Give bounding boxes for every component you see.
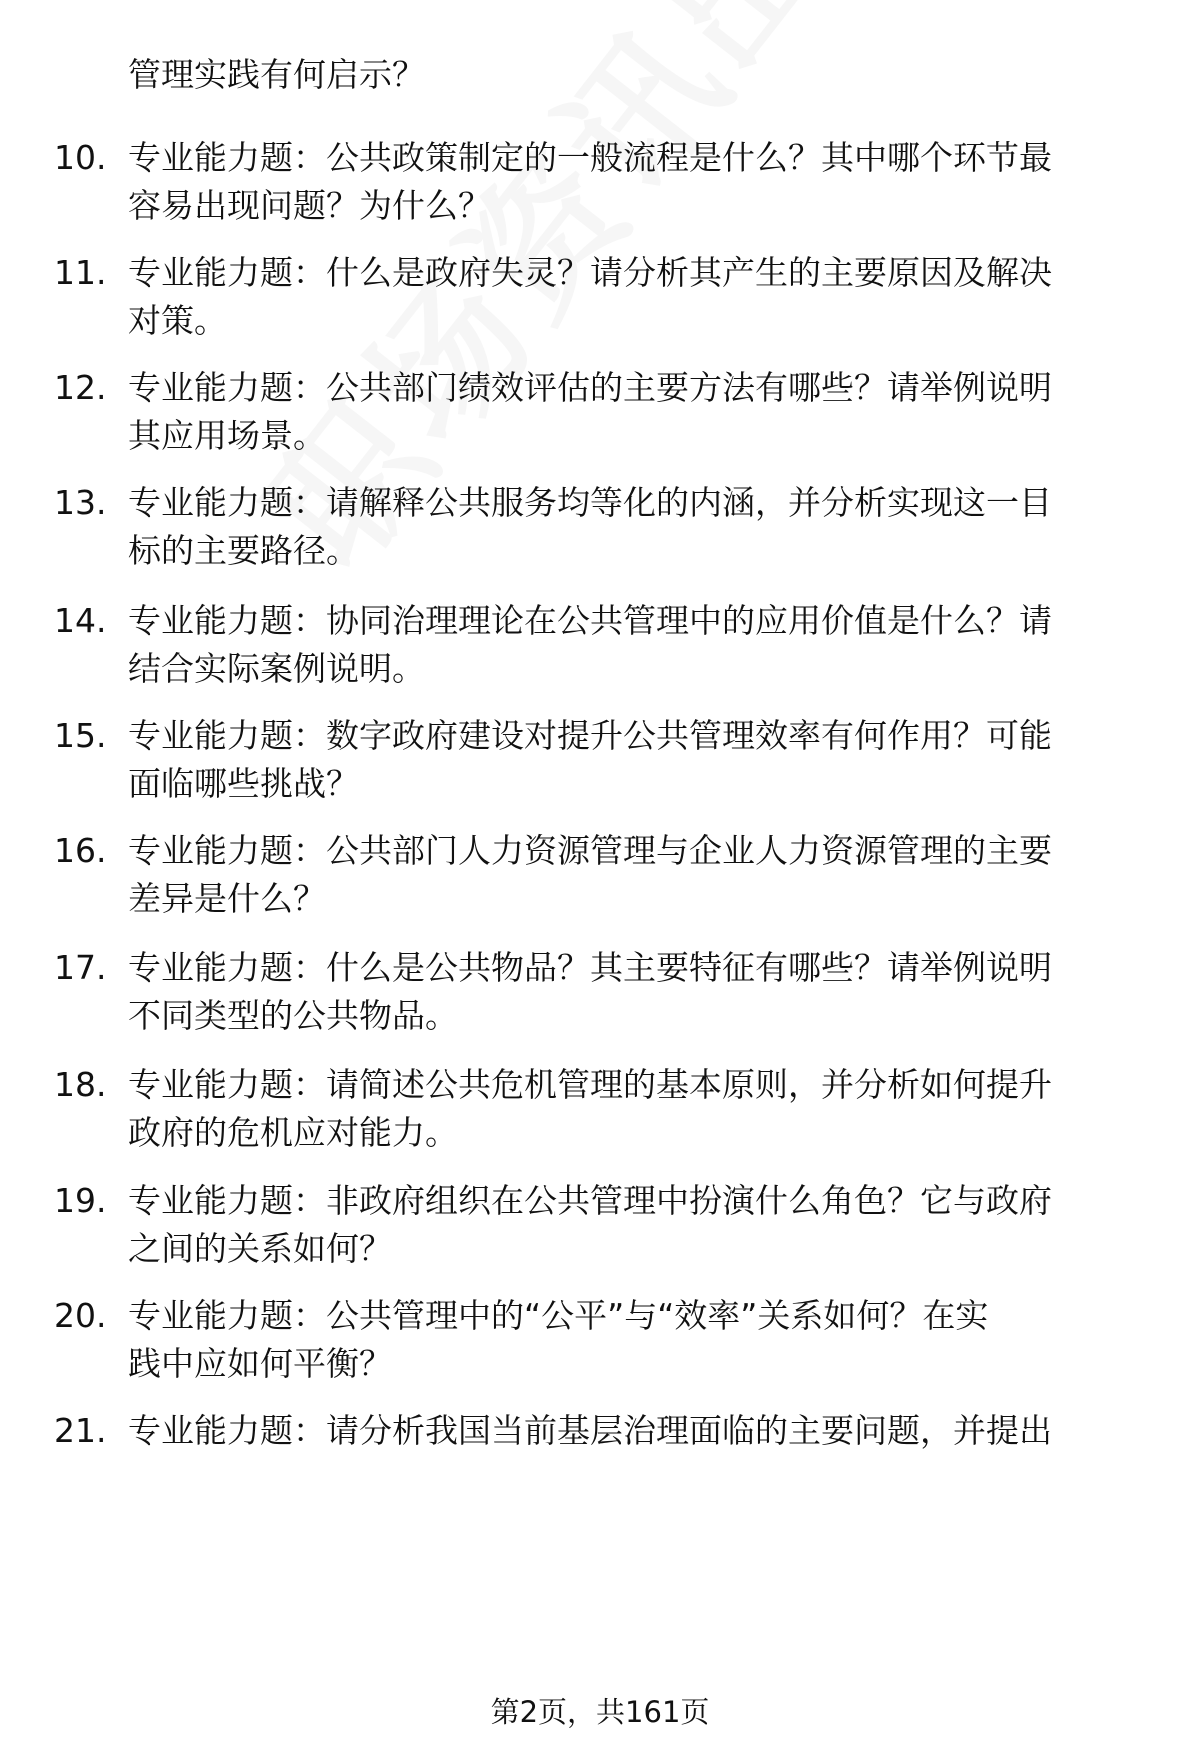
question-number: 13.	[54, 483, 107, 522]
question-text-line: 差异是什么？	[128, 879, 326, 918]
question-text-line: 专业能力题：协同治理理论在公共管理中的应用价值是什么？请	[128, 601, 1052, 640]
question-text-line: 专业能力题：数字政府建设对提升公共管理效率有何作用？可能	[128, 716, 1052, 755]
question-number: 21.	[54, 1411, 107, 1450]
question-number: 18.	[54, 1065, 107, 1104]
question-number: 11.	[54, 253, 107, 292]
question-text-line: 面临哪些挑战？	[128, 764, 359, 803]
question-number: 10.	[54, 138, 107, 177]
question-text-line: 专业能力题：什么是公共物品？其主要特征有哪些？请举例说明	[128, 948, 1052, 987]
question-number: 14.	[54, 601, 107, 640]
question-text-line: 专业能力题：公共管理中的“公平”与“效率”关系如何？在实	[128, 1296, 989, 1335]
question-text-line: 之间的关系如何？	[128, 1229, 392, 1268]
question-text-line: 践中应如何平衡？	[128, 1344, 392, 1383]
question-text-line: 其应用场景。	[128, 416, 326, 455]
question-text-line: 容易出现问题？为什么？	[128, 186, 491, 225]
question-text-line: 专业能力题：请分析我国当前基层治理面临的主要问题，并提出	[128, 1411, 1052, 1450]
question-text-line: 专业能力题：公共部门绩效评估的主要方法有哪些？请举例说明	[128, 368, 1052, 407]
question-text-line: 专业能力题：什么是政府失灵？请分析其产生的主要原因及解决	[128, 253, 1052, 292]
question-number: 20.	[54, 1296, 107, 1335]
question-number: 19.	[54, 1181, 107, 1220]
question-number: 15.	[54, 716, 107, 755]
question-number: 17.	[54, 948, 107, 987]
continued-text: 管理实践有何启示？	[128, 55, 425, 94]
question-text-line: 对策。	[128, 301, 227, 340]
question-text-line: 专业能力题：请解释公共服务均等化的内涵，并分析实现这一目	[128, 483, 1052, 522]
page-footer: 第2页，共161页	[490, 1695, 710, 1729]
question-number: 12.	[54, 368, 107, 407]
question-text-line: 不同类型的公共物品。	[128, 996, 458, 1035]
question-text-line: 政府的危机应对能力。	[128, 1113, 458, 1152]
question-number: 16.	[54, 831, 107, 870]
question-text-line: 专业能力题：非政府组织在公共管理中扮演什么角色？它与政府	[128, 1181, 1052, 1220]
question-text-line: 标的主要路径。	[128, 531, 359, 570]
question-text-line: 专业能力题：公共部门人力资源管理与企业人力资源管理的主要	[128, 831, 1052, 870]
question-text-line: 结合实际案例说明。	[128, 649, 425, 688]
question-text-line: 专业能力题：请简述公共危机管理的基本原则，并分析如何提升	[128, 1065, 1052, 1104]
question-text-line: 专业能力题：公共政策制定的一般流程是什么？其中哪个环节最	[128, 138, 1052, 177]
